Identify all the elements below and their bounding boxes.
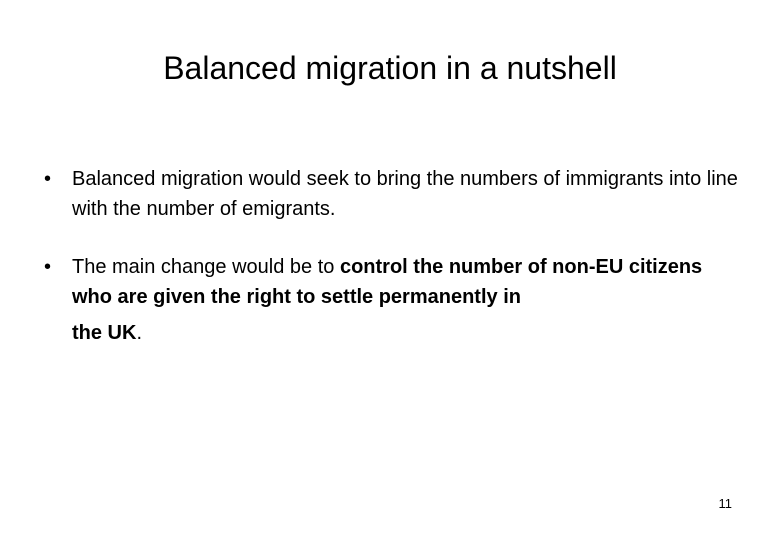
bullet-text-emphasis: control the number of non-EU citizens who are given the right to settle permanently in [72, 256, 703, 308]
slide-title: Balanced migration in a nutshell [163, 50, 617, 86]
bullet-text-lead: The main change would be to [72, 256, 340, 278]
bullet-item-balanced-migration [44, 164, 744, 224]
bullet-list [44, 164, 744, 348]
bullet-glyph: • [44, 168, 52, 190]
bullet-item-main-change [44, 252, 744, 348]
bullet-text: Balanced migration would seek to bring the numbers of immigrants into line with the number of emigrants. [72, 168, 738, 220]
bullet-text-last-line [72, 318, 744, 348]
bullet-text-emphasis-end: the UK [72, 322, 137, 344]
bullet-glyph: • [44, 256, 52, 278]
page-number: 11 [718, 496, 732, 511]
bullet-text-period: . [136, 322, 143, 344]
